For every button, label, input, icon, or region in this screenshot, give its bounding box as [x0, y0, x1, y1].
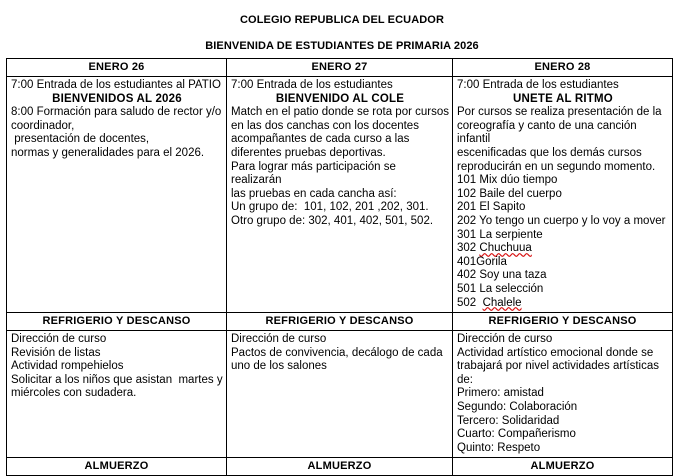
- activity-line: Un grupo de: 101, 102, 201 ,202, 301.: [231, 201, 429, 214]
- table-cell-afternoon-enero-28: [453, 331, 673, 458]
- table-cell-lunch-enero-28: [453, 458, 673, 476]
- activity-line: 202 Yo tengo un cuerpo y lo voy a mover: [457, 214, 666, 227]
- activity-line: 302 Chuchuua: [457, 242, 532, 255]
- activity-line: coordinador,: [11, 119, 75, 132]
- activity-line: presentación de docentes,: [11, 133, 150, 146]
- table-cell-break-enero-27: [227, 313, 453, 331]
- afternoon-activities-enero-27: [227, 331, 452, 439]
- table-cell-header-enero-26: [7, 59, 227, 77]
- morning-activities-enero-27: [227, 77, 452, 287]
- lunch-band-enero-27: ALMUERZO: [307, 460, 372, 473]
- table-cell-morning-enero-28: [453, 77, 673, 313]
- break-band-enero-27: REFRIGERIO Y DESCANSO: [265, 315, 414, 328]
- activity-line: 8:00 Formación para saludo de rector y/o: [11, 106, 222, 119]
- school-name-title: COLEGIO REPUBLICA DEL ECUADOR: [240, 14, 444, 26]
- activity-line: en las dos canchas con los docentes: [231, 119, 419, 132]
- activity-line: 402 Soy una taza: [457, 269, 547, 282]
- activity-line: acompañantes de cada curso a las: [231, 133, 410, 146]
- activity-line: Otro grupo de: 302, 401, 402, 501, 502.: [231, 214, 434, 227]
- activity-line: las pruebas en cada cancha así:: [231, 187, 397, 200]
- table-cell-header-enero-27: [227, 59, 453, 77]
- table-cell-header-enero-28: [453, 59, 673, 77]
- activity-line: 7:00 Entrada de los estudiantes: [457, 79, 619, 91]
- afternoon-activities-enero-26: [7, 331, 226, 439]
- activity-line: Match en el patio donde se rota por cursos: [231, 106, 449, 119]
- activity-line: Actividad rompehielos: [11, 360, 124, 373]
- activity-line: 502 Chalele: [457, 296, 522, 309]
- table-cell-afternoon-enero-27: [227, 331, 453, 458]
- lunch-band-enero-28: ALMUERZO: [530, 460, 595, 473]
- break-band-enero-28: REFRIGERIO Y DESCANSO: [488, 315, 637, 328]
- activity-line: Segundo: Colaboración: [457, 401, 578, 414]
- table-cell-lunch-enero-26: [7, 458, 227, 476]
- activity-line: coreografía y canto de una canción infantil: [457, 119, 640, 146]
- spellcheck-flagged-word: Chuchuua: [479, 242, 532, 255]
- activity-line: normas y generalidades para el 2026.: [11, 146, 205, 159]
- activity-line: Dirección de curso: [231, 333, 327, 346]
- activity-line: UNETE AL RITMO: [513, 92, 613, 105]
- table-cell-morning-enero-26: [7, 77, 227, 313]
- activity-line: 101 Mix dúo tiempo: [457, 174, 558, 187]
- activity-line: Dirección de curso: [457, 333, 553, 346]
- morning-activities-enero-28: [453, 77, 672, 312]
- break-band-enero-26: REFRIGERIO Y DESCANSO: [42, 315, 191, 328]
- table-cell-morning-enero-27: [227, 77, 453, 313]
- column-header-enero-26: ENERO 26: [88, 61, 145, 73]
- activity-line: Por cursos se realiza presentación de la: [457, 106, 662, 119]
- activity-line: 7:00 Entrada de los estudiantes al PATIO: [11, 79, 221, 91]
- table-header-row: [7, 59, 673, 77]
- activity-line: de:: [457, 373, 473, 386]
- activity-line: Cuarto: Compañerismo: [457, 428, 576, 441]
- activity-line: BIENVENIDOS AL 2026: [52, 92, 182, 105]
- activity-line: trabajará por nivel actividades artísticas: [457, 360, 659, 373]
- table-cell-break-enero-28: [453, 313, 673, 331]
- document-header: [0, 0, 684, 53]
- activity-line: escenificadas que los demás cursos: [457, 146, 642, 159]
- activity-line: 201 El Sapito: [457, 201, 526, 214]
- column-header-enero-27: ENERO 27: [311, 61, 368, 73]
- table-cell-afternoon-enero-26: [7, 331, 227, 458]
- activity-line: diferentes pruebas deportivas.: [231, 146, 386, 159]
- activity-line: Solicitar a los niños que asistan martes y: [11, 373, 223, 386]
- activity-line: Revisión de listas: [11, 346, 101, 359]
- activity-line: Quinto: Respeto: [457, 441, 541, 454]
- activity-line: 401Gorila: [457, 255, 507, 268]
- document-subtitle: BIENVENIDA DE ESTUDIANTES DE PRIMARIA 2026: [205, 40, 479, 52]
- schedule-table: [6, 58, 673, 476]
- column-header-enero-28: ENERO 28: [534, 61, 591, 73]
- activity-line: Dirección de curso: [11, 333, 107, 346]
- morning-activities-enero-26: [7, 77, 226, 287]
- lunch-band-enero-26: ALMUERZO: [84, 460, 149, 473]
- table-row-morning-activities: [7, 77, 673, 313]
- activity-line: 301 La serpiente: [457, 228, 543, 241]
- spellcheck-flagged-word: Chalele: [482, 296, 522, 309]
- activity-line: Primero: amistad: [457, 387, 544, 400]
- activity-line: Pactos de convivencia, decálogo de cada: [231, 346, 443, 359]
- activity-line: Tercero: Solidaridad: [457, 414, 560, 427]
- table-row-afternoon-activities: [7, 331, 673, 458]
- activity-line: Para lograr más participación se realizarán: [231, 160, 400, 187]
- activity-line: Actividad artístico emocional donde se: [457, 346, 654, 359]
- table-cell-break-enero-26: [7, 313, 227, 331]
- activity-line: uno de los salones: [231, 360, 327, 373]
- activity-line: miércoles con sudadera.: [11, 387, 137, 400]
- activity-line: 501 La selección: [457, 282, 544, 295]
- table-row-break: [7, 313, 673, 331]
- activity-line: BIENVENIDO AL COLE: [275, 92, 405, 105]
- activity-line: 102 Baile del cuerpo: [457, 187, 562, 200]
- table-row-lunch: [7, 458, 673, 476]
- activity-line: reproducirán en un segundo momento.: [457, 160, 656, 173]
- activity-line: 7:00 Entrada de los estudiantes: [231, 79, 393, 91]
- table-cell-lunch-enero-27: [227, 458, 453, 476]
- afternoon-activities-enero-28: [453, 331, 672, 457]
